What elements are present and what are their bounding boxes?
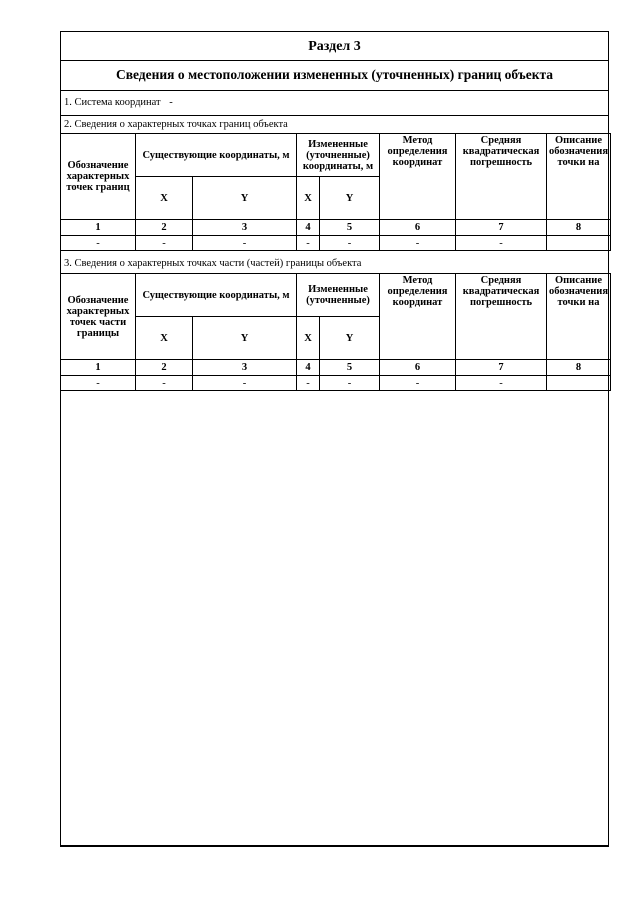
table-cell: - xyxy=(380,376,456,391)
header-y: Y xyxy=(193,177,297,220)
table-cell: - xyxy=(320,376,380,391)
header-changed-coords: Измененные (уточненные) xyxy=(297,274,380,317)
header-y: Y xyxy=(320,177,380,220)
column-number: 8 xyxy=(547,220,611,236)
table2-caption: 3. Сведения о характерных точках части (частей) границы объекта xyxy=(64,258,362,269)
column-number: 5 xyxy=(320,220,380,236)
table-cell: - xyxy=(456,236,547,251)
header-y: Y xyxy=(320,317,380,360)
column-number: 4 xyxy=(297,360,320,376)
column-number: 1 xyxy=(61,360,136,376)
column-number: 3 xyxy=(193,360,297,376)
column-number: 4 xyxy=(297,220,320,236)
column-number: 3 xyxy=(193,220,297,236)
document-frame xyxy=(60,31,609,847)
coord-system-value: - xyxy=(169,97,173,108)
header-error: Средняя квадратическая погрешность xyxy=(456,134,547,220)
table-cell: - xyxy=(456,376,547,391)
header-x: X xyxy=(136,317,193,360)
table-boundary-points xyxy=(60,133,611,251)
column-number: 8 xyxy=(547,360,611,376)
table-cell: - xyxy=(320,236,380,251)
column-number: 6 xyxy=(380,360,456,376)
header-x: X xyxy=(297,317,320,360)
table-cell: - xyxy=(193,236,297,251)
column-numbers-row xyxy=(61,220,611,236)
divider xyxy=(61,115,608,116)
header-x: X xyxy=(297,177,320,220)
table-part-boundary-points xyxy=(60,273,611,391)
table-cell: - xyxy=(61,236,136,251)
table-cell xyxy=(547,236,611,251)
header-changed-coords: Измененные (уточненные) координаты, м xyxy=(297,134,380,177)
section-title: Раздел 3 xyxy=(308,39,361,54)
header-description: Описание обозначения точки на xyxy=(547,274,611,360)
table-cell: - xyxy=(136,236,193,251)
table-row xyxy=(61,236,611,251)
header-x: X xyxy=(136,177,193,220)
header-method: Метод определения координат xyxy=(380,134,456,220)
table-cell: - xyxy=(380,236,456,251)
coord-system-label: 1. Система координат xyxy=(64,97,161,108)
table-cell: - xyxy=(136,376,193,391)
column-number: 2 xyxy=(136,360,193,376)
section-subtitle: Сведения о местоположении измененных (уточненных) границ объекта xyxy=(115,67,554,82)
divider xyxy=(61,60,608,61)
header-y: Y xyxy=(193,317,297,360)
table1-caption: 2. Сведения о характерных точках границ объекта xyxy=(64,119,288,130)
header-description: Описание обозначения точки на xyxy=(547,134,611,220)
header-error: Средняя квадратическая погрешность xyxy=(456,274,547,360)
table-row xyxy=(61,376,611,391)
column-number: 2 xyxy=(136,220,193,236)
table-cell: - xyxy=(193,376,297,391)
header-existing-coords: Существующие координаты, м xyxy=(136,134,297,177)
column-numbers-row xyxy=(61,360,611,376)
column-number: 1 xyxy=(61,220,136,236)
column-number: 7 xyxy=(456,360,547,376)
divider xyxy=(61,90,608,91)
header-designation: Обозначение характерных точек границ xyxy=(61,134,136,220)
column-number: 5 xyxy=(320,360,380,376)
table-cell: - xyxy=(297,376,320,391)
header-existing-coords: Существующие координаты, м xyxy=(136,274,297,317)
coord-system-line xyxy=(64,97,173,108)
header-method: Метод определения координат xyxy=(380,274,456,360)
table-cell: - xyxy=(61,376,136,391)
column-number: 6 xyxy=(380,220,456,236)
column-number: 7 xyxy=(456,220,547,236)
header-designation: Обозначение характерных точек части границы xyxy=(61,274,136,360)
table-cell: - xyxy=(297,236,320,251)
table-cell xyxy=(547,376,611,391)
